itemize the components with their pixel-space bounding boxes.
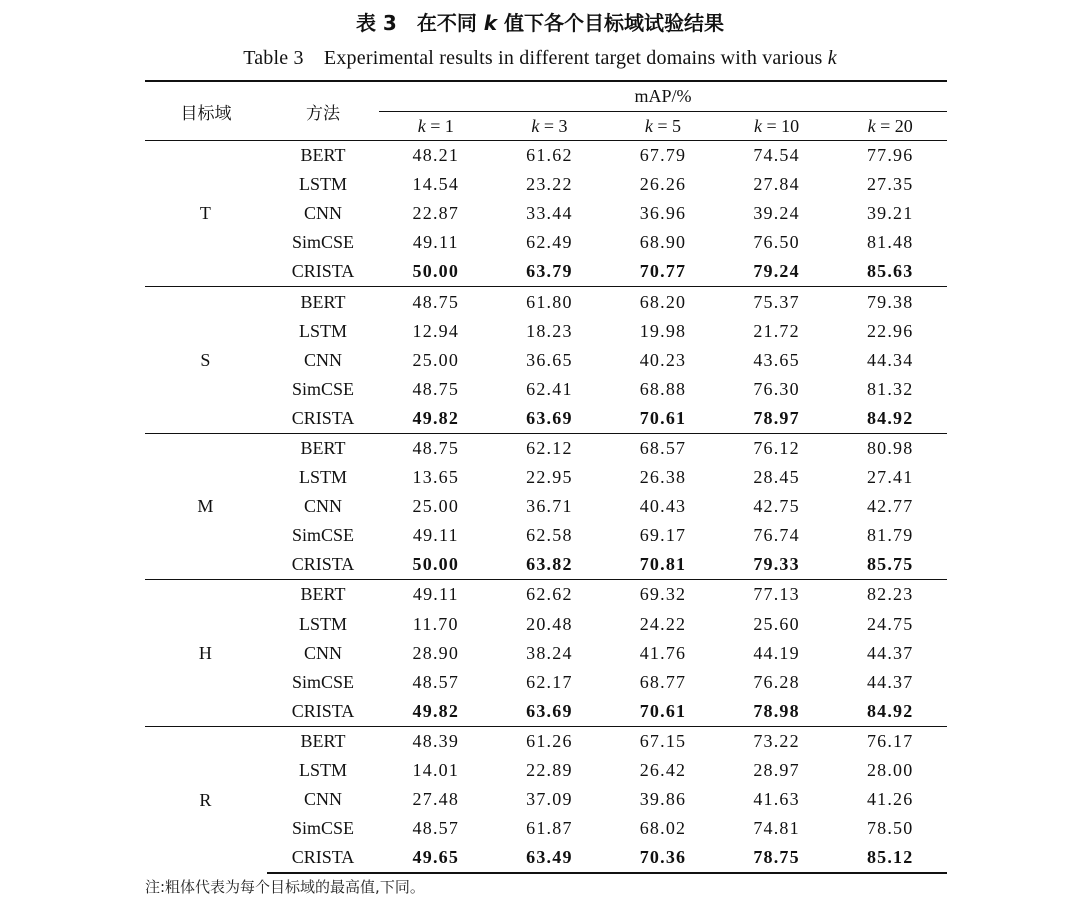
value-cell: 49.11 (379, 580, 493, 610)
value-cell: 44.37 (866, 642, 914, 663)
method-cell: CNN (303, 203, 342, 224)
value-cell: 48.21 (379, 141, 493, 171)
method-cell: CRISTA (267, 843, 379, 873)
method-cell: CNN (303, 789, 342, 810)
k-variable: k (531, 115, 540, 136)
value-cell: 82.23 (833, 580, 947, 610)
value-cell: 36.71 (526, 496, 573, 517)
value-cell: 68.88 (639, 378, 687, 399)
value-cell: 70.81 (639, 554, 687, 575)
method-cell: SimCSE (291, 525, 355, 546)
value-cell: 39.21 (866, 203, 914, 224)
value-cell: 42.75 (753, 496, 800, 517)
title-cn-variable: k (483, 11, 498, 35)
method-cell: CRISTA (291, 261, 355, 282)
value-cell: 42.77 (866, 496, 914, 517)
domain-group (145, 287, 947, 433)
value-cell: 27.41 (866, 467, 914, 488)
value-cell: 70.77 (639, 261, 687, 282)
value-cell: 79.38 (833, 287, 947, 317)
value-cell: 13.65 (412, 467, 460, 488)
value-cell: 25.00 (412, 349, 460, 370)
value-cell: 68.02 (639, 818, 687, 839)
value-cell: 63.49 (493, 843, 607, 873)
footnote: 注:粗体代表为每个目标域的最高值,下同。 (145, 878, 425, 896)
value-cell: 70.61 (639, 700, 687, 721)
value-cell: 22.95 (526, 467, 573, 488)
value-cell: 85.63 (866, 261, 914, 282)
value-cell: 84.92 (866, 407, 914, 428)
value-cell: 26.42 (639, 760, 687, 781)
value-cell: 61.80 (493, 287, 607, 317)
method-cell: SimCSE (291, 671, 355, 692)
value-cell: 41.26 (866, 789, 914, 810)
value-cell: 79.24 (753, 261, 800, 282)
value-cell: 40.43 (639, 496, 687, 517)
value-cell: 12.94 (412, 320, 460, 341)
table-row (145, 433, 947, 463)
value-cell: 33.44 (526, 203, 573, 224)
k-value: = 1 (425, 115, 454, 136)
value-cell: 38.24 (526, 642, 573, 663)
domain-cell: M (145, 433, 267, 579)
results-table (145, 80, 947, 874)
value-cell: 20.48 (526, 613, 573, 634)
value-cell: 26.26 (639, 174, 687, 195)
header-target-domain: 目标域 (145, 81, 267, 141)
method-cell: LSTM (298, 320, 347, 341)
method-cell: LSTM (298, 613, 347, 634)
k-variable: k (867, 115, 876, 136)
value-cell: 70.36 (606, 843, 720, 873)
header-method: 方法 (267, 81, 379, 141)
value-cell: 81.79 (866, 525, 914, 546)
value-cell: 48.75 (379, 287, 493, 317)
value-cell: 28.45 (753, 467, 800, 488)
value-cell: 73.22 (720, 726, 834, 756)
value-cell: 79.33 (753, 554, 800, 575)
value-cell: 22.96 (866, 320, 914, 341)
value-cell: 36.96 (639, 203, 687, 224)
domain-cell: S (145, 287, 267, 433)
value-cell: 85.12 (833, 843, 947, 873)
value-cell: 63.82 (526, 554, 573, 575)
value-cell: 62.58 (526, 525, 573, 546)
value-cell: 22.87 (412, 203, 460, 224)
value-cell: 76.50 (753, 232, 800, 253)
value-cell: 14.01 (412, 760, 460, 781)
value-cell: 24.22 (639, 613, 687, 634)
value-cell: 85.75 (866, 554, 914, 575)
value-cell: 78.97 (753, 407, 800, 428)
method-cell: LSTM (298, 174, 347, 195)
value-cell: 78.75 (720, 843, 834, 873)
value-cell: 41.76 (639, 642, 687, 663)
value-cell: 27.48 (412, 789, 460, 810)
domain-cell: T (145, 141, 267, 287)
value-cell: 49.82 (412, 700, 460, 721)
value-cell: 21.72 (753, 320, 800, 341)
title-cn-suffix: 值下各个目标域试验结果 (497, 11, 725, 35)
table-row (145, 580, 947, 610)
value-cell: 62.17 (526, 671, 573, 692)
value-cell: 68.57 (606, 433, 720, 463)
value-cell: 84.92 (866, 700, 914, 721)
value-cell: 62.49 (526, 232, 573, 253)
title-cn-prefix: 表 3 在不同 (355, 11, 484, 35)
value-cell: 62.62 (493, 580, 607, 610)
value-cell: 44.37 (866, 671, 914, 692)
value-cell: 41.63 (753, 789, 800, 810)
domain-group (145, 433, 947, 579)
k-variable: k (644, 115, 653, 136)
value-cell: 69.32 (606, 580, 720, 610)
domain-cell: H (145, 580, 267, 726)
value-cell: 22.89 (526, 760, 573, 781)
value-cell: 43.65 (753, 349, 800, 370)
value-cell: 23.22 (526, 174, 573, 195)
header-k-2 (606, 112, 720, 141)
domain-group (145, 726, 947, 873)
domain-cell: R (145, 726, 267, 873)
method-cell: SimCSE (291, 232, 355, 253)
table-title-en (0, 42, 1080, 74)
k-value: = 10 (762, 115, 800, 136)
title-en-prefix: Table 3 Experimental results in different target domains with various (243, 47, 828, 69)
header-k-1 (493, 112, 607, 141)
value-cell: 24.75 (866, 613, 914, 634)
table-row (145, 287, 947, 317)
value-cell: 49.11 (412, 525, 459, 546)
method-cell: CNN (303, 349, 342, 370)
value-cell: 76.17 (833, 726, 947, 756)
value-cell: 77.13 (720, 580, 834, 610)
method-cell: CRISTA (291, 407, 355, 428)
value-cell: 76.28 (753, 671, 800, 692)
method-cell: SimCSE (291, 818, 355, 839)
method-cell: SimCSE (291, 378, 355, 399)
value-cell: 27.84 (753, 174, 800, 195)
value-cell: 14.54 (412, 174, 460, 195)
k-variable: k (754, 115, 762, 136)
method-cell: BERT (267, 580, 379, 610)
table-row (145, 726, 947, 756)
method-cell: CNN (303, 642, 342, 663)
value-cell: 77.96 (833, 141, 947, 171)
value-cell: 76.30 (753, 378, 800, 399)
value-cell: 78.50 (866, 818, 914, 839)
value-cell: 25.00 (412, 496, 460, 517)
value-cell: 28.97 (753, 760, 800, 781)
value-cell: 81.48 (866, 232, 914, 253)
value-cell: 67.79 (606, 141, 720, 171)
value-cell: 63.69 (526, 700, 573, 721)
method-cell: BERT (267, 287, 379, 317)
value-cell: 68.20 (606, 287, 720, 317)
value-cell: 48.39 (379, 726, 493, 756)
value-cell: 61.26 (493, 726, 607, 756)
domain-group (145, 141, 947, 287)
method-cell: LSTM (298, 760, 347, 781)
value-cell: 39.24 (753, 203, 800, 224)
value-cell: 48.75 (412, 378, 460, 399)
value-cell: 27.35 (866, 174, 914, 195)
value-cell: 50.00 (412, 554, 460, 575)
value-cell: 18.23 (526, 320, 573, 341)
method-cell: BERT (267, 726, 379, 756)
value-cell: 11.70 (412, 613, 459, 634)
value-cell: 62.12 (493, 433, 607, 463)
value-cell: 69.17 (639, 525, 687, 546)
value-cell: 28.00 (866, 760, 914, 781)
value-cell: 25.60 (753, 613, 800, 634)
value-cell: 61.62 (493, 141, 607, 171)
value-cell: 26.38 (639, 467, 687, 488)
value-cell: 76.74 (753, 525, 800, 546)
domain-group (145, 580, 947, 726)
value-cell: 74.54 (720, 141, 834, 171)
method-cell: CNN (303, 496, 342, 517)
header-k-0 (379, 112, 493, 141)
value-cell: 36.65 (526, 349, 573, 370)
method-cell: LSTM (298, 467, 347, 488)
value-cell: 68.77 (639, 671, 687, 692)
value-cell: 63.69 (526, 407, 573, 428)
value-cell: 74.81 (753, 818, 800, 839)
value-cell: 49.82 (412, 407, 460, 428)
method-cell: CRISTA (291, 700, 355, 721)
value-cell: 49.65 (379, 843, 493, 873)
value-cell: 48.57 (412, 671, 460, 692)
value-cell: 37.09 (526, 789, 573, 810)
header-k-3 (720, 112, 834, 141)
value-cell: 48.75 (379, 433, 493, 463)
value-cell: 28.90 (412, 642, 460, 663)
header-map-percent: mAP/% (379, 81, 947, 112)
value-cell: 19.98 (639, 320, 687, 341)
k-variable: k (417, 115, 426, 136)
value-cell: 40.23 (639, 349, 687, 370)
table-title-cn (0, 6, 1080, 40)
value-cell: 78.98 (753, 700, 800, 721)
value-cell: 68.90 (639, 232, 687, 253)
value-cell: 62.41 (526, 378, 573, 399)
value-cell: 81.32 (866, 378, 914, 399)
k-value: = 20 (875, 115, 913, 136)
value-cell: 63.79 (526, 261, 573, 282)
value-cell: 44.19 (753, 642, 800, 663)
value-cell: 67.15 (606, 726, 720, 756)
value-cell: 39.86 (639, 789, 687, 810)
value-cell: 80.98 (833, 433, 947, 463)
value-cell: 75.37 (720, 287, 834, 317)
method-cell: BERT (267, 141, 379, 171)
value-cell: 61.87 (526, 818, 573, 839)
k-value: = 5 (652, 115, 682, 136)
value-cell: 76.12 (720, 433, 834, 463)
value-cell: 44.34 (866, 349, 914, 370)
value-cell: 49.11 (412, 232, 459, 253)
header-k-4 (833, 112, 947, 141)
k-value: = 3 (539, 115, 568, 136)
title-en-variable: k (827, 47, 837, 69)
method-cell: BERT (267, 433, 379, 463)
table-row (145, 141, 947, 171)
value-cell: 50.00 (412, 261, 460, 282)
value-cell: 70.61 (639, 407, 687, 428)
value-cell: 48.57 (412, 818, 460, 839)
method-cell: CRISTA (291, 554, 355, 575)
